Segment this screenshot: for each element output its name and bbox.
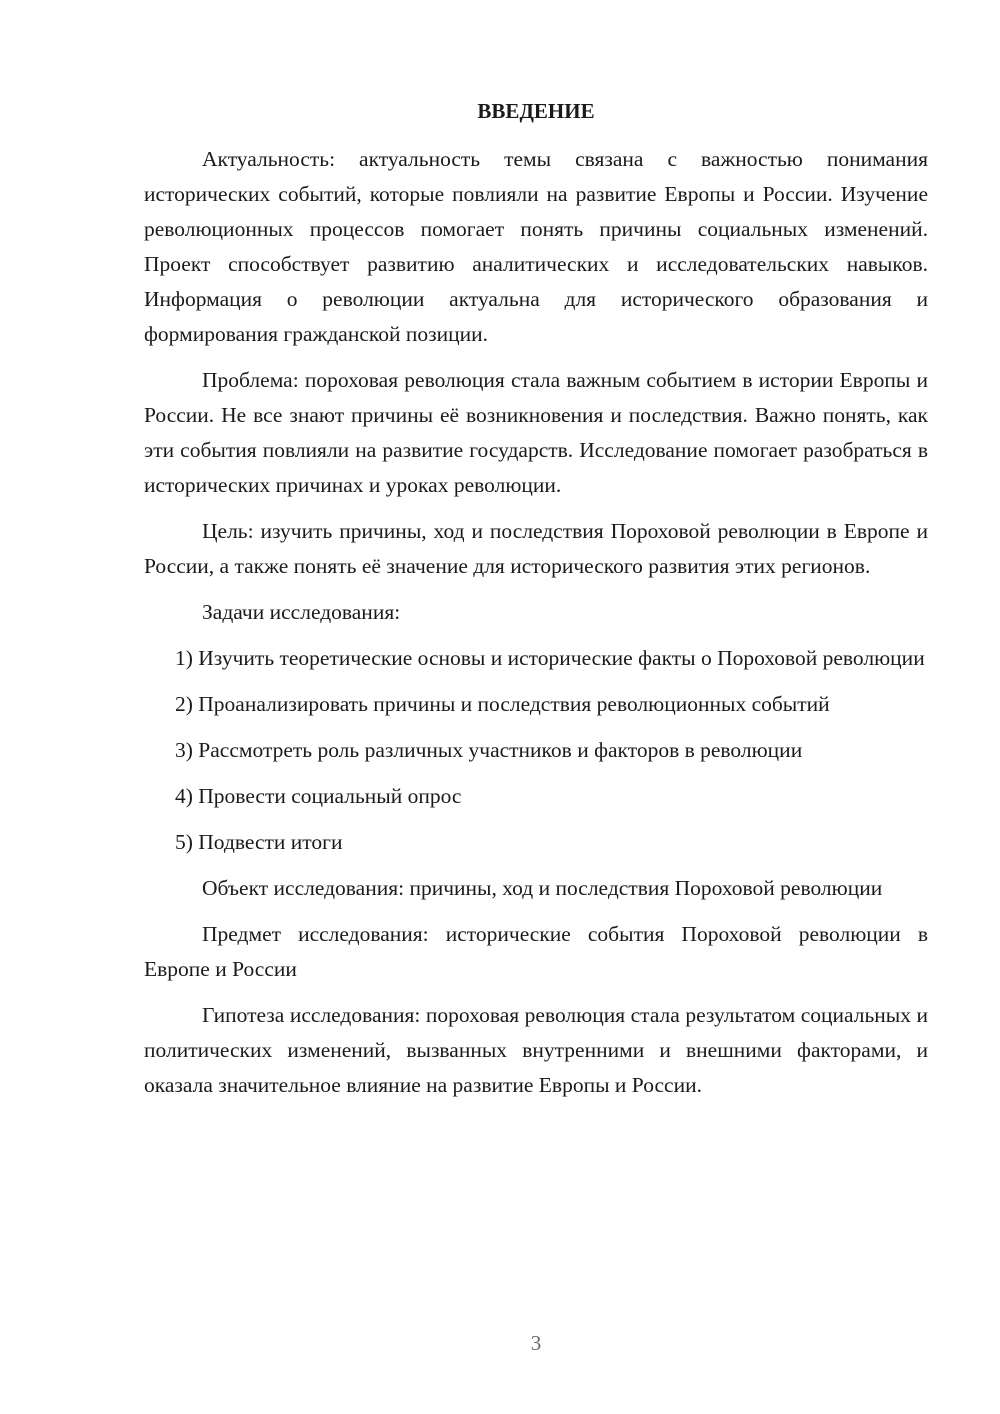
problem-paragraph: Проблема: пороховая революция стала важным событием в истории Европы и России. Не все знают причины её возникновения и последствия. Важно понять, как эти события повлияли на развитие государств. Исследование помогает разобраться в исторических причинах и уроках революции.: [144, 368, 928, 497]
task-item-4: 4) Провести социальный опрос: [175, 784, 462, 808]
tasks-heading: Задачи исследования:: [202, 600, 401, 624]
object-paragraph: Объект исследования: причины, ход и последствия Пороховой революции: [202, 876, 883, 900]
task-item-2: 2) Проанализировать причины и последствия революционных событий: [175, 692, 830, 716]
section-heading: ВВЕДЕНИЕ: [477, 99, 595, 123]
hypothesis-paragraph: Гипотеза исследования: пороховая революция стала результатом социальных и политических изменений, вызванных внутренними и внешними факторами, и оказала значительное влияние на развитие Европы и России.: [144, 1003, 928, 1097]
document-page: [144, 94, 928, 1114]
goal-paragraph: Цель: изучить причины, ход и последствия Пороховой революции в Европе и России, а также понять её значение для исторического развития этих регионов.: [144, 519, 928, 578]
subject-paragraph: Предмет исследования: исторические события Пороховой революции в Европе и России: [144, 922, 928, 981]
task-item-3: 3) Рассмотреть роль различных участников и факторов в революции: [175, 738, 803, 762]
page-number: 3: [530, 1331, 542, 1355]
relevance-paragraph: Актуальность: актуальность темы связана с важностью понимания исторических событий, которые повлияли на развитие Европы и России. Изучение революционных процессов помогает понять причины социальных изменений. Проект способствует развитию аналитических и исследовательских навыков. Информация о революции актуальна для исторического образования и формирования гражданской позиции.: [144, 147, 928, 346]
task-item-5: 5) Подвести итоги: [175, 830, 343, 854]
task-item-1: 1) Изучить теоретические основы и исторические факты о Пороховой революции: [175, 646, 925, 670]
